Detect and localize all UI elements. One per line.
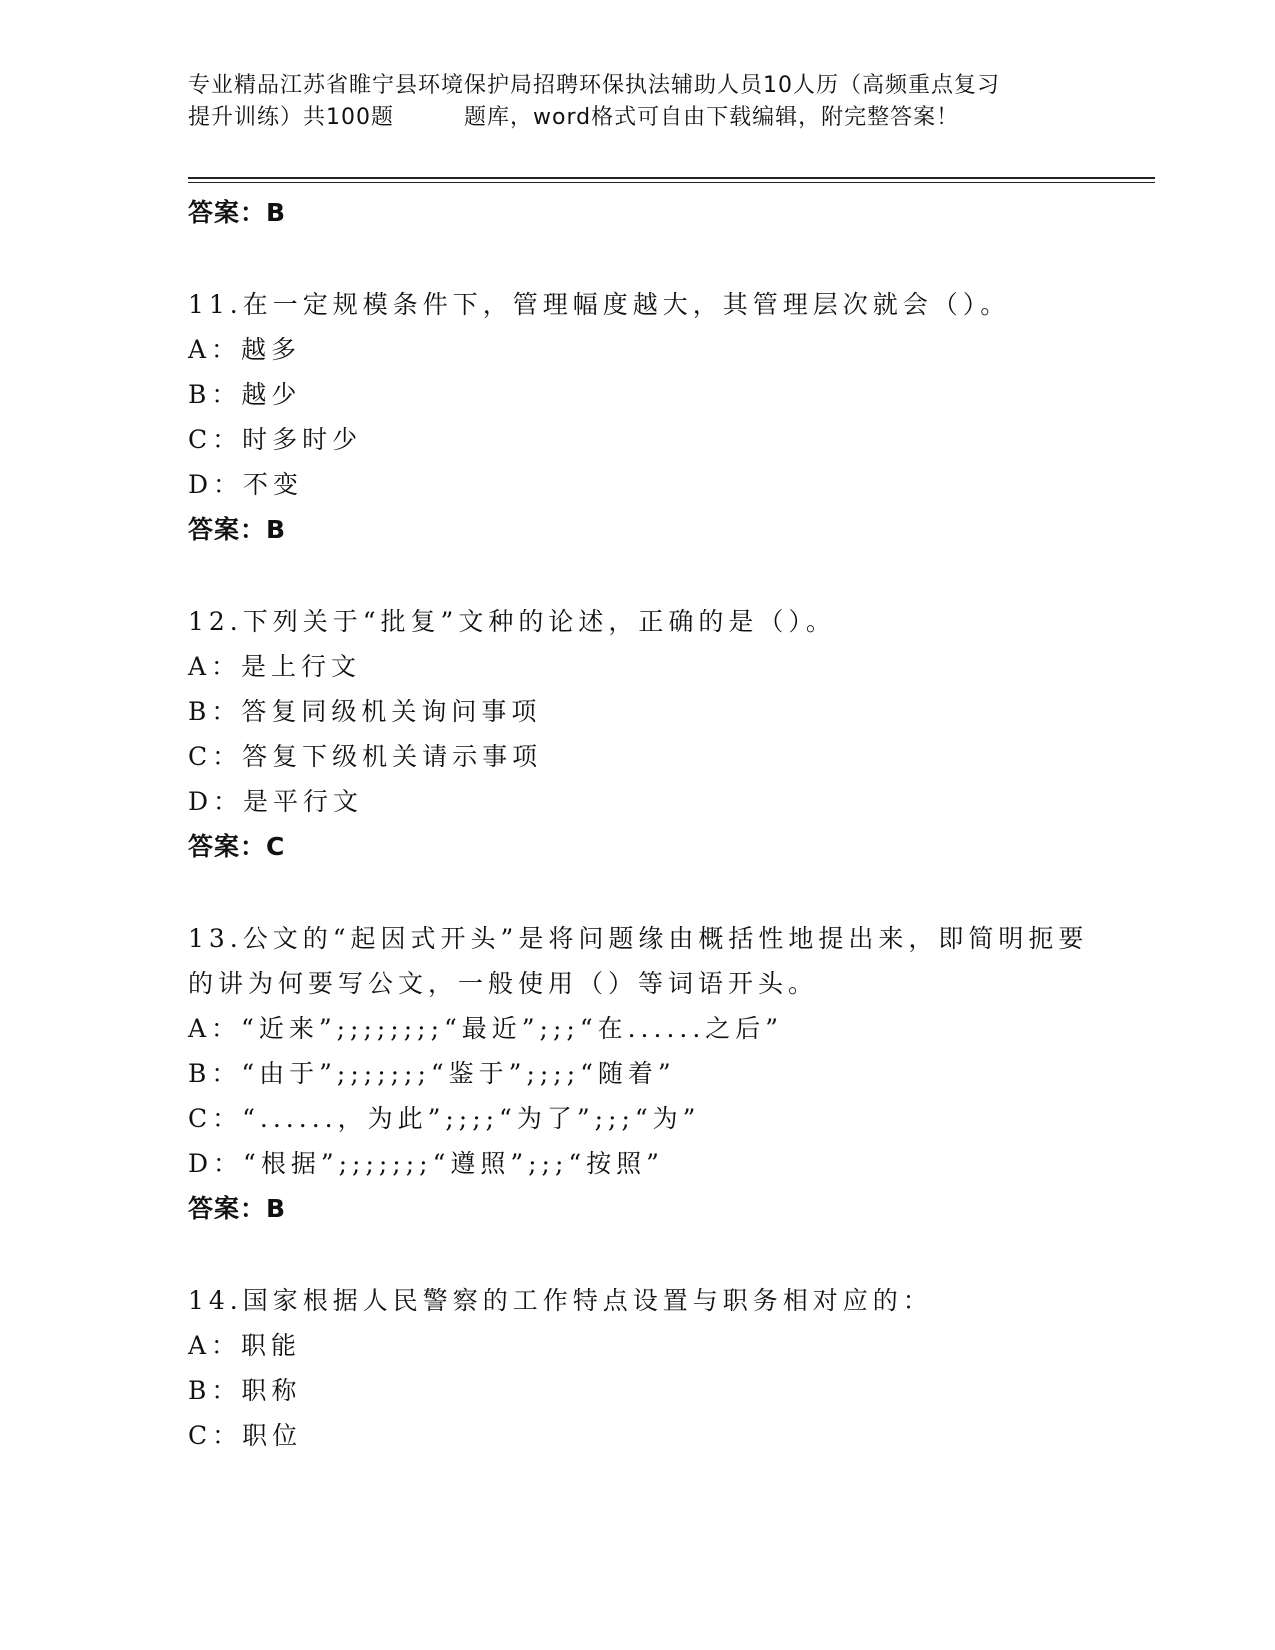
answer-line: 答案：B — [188, 1194, 287, 1223]
option-b: B：职称 — [188, 1376, 302, 1405]
question-list — [188, 190, 1128, 1458]
option-a: A：“近来”;;;;;;;;“最近”;;;“在......之后” — [188, 1014, 784, 1043]
question-text — [188, 916, 1128, 1006]
option-a: A：职能 — [188, 1331, 302, 1360]
option-b: B：“由于”;;;;;;;“鉴于”;;;;“随着” — [188, 1059, 676, 1088]
option-c: C：职位 — [188, 1421, 303, 1450]
question-text-line-1: 13.公文的“起因式开头”是将问题缘由概括性地提出来，即简明扼要 — [188, 924, 1089, 953]
option-d: D：是平行文 — [188, 787, 364, 816]
option-a: A：是上行文 — [188, 652, 362, 681]
question-text: 11.在一定规模条件下，管理幅度越大，其管理层次就会（）。 — [188, 290, 1011, 319]
question-text: 12.下列关于“批复”文种的论述，正确的是（）。 — [188, 607, 836, 636]
option-c: C：答复下级机关请示事项 — [188, 742, 543, 771]
header-line-2-right: 题库，word格式可自由下载编辑，附完整答案！ — [464, 105, 960, 130]
option-d: D：“根据”;;;;;;;“遵照”;;;“按照” — [188, 1149, 664, 1178]
header-line-2-left: 提升训练）共100题 — [188, 105, 394, 130]
question-text-line-2: 的讲为何要写公文，一般使用（）等词语开头。 — [188, 969, 819, 998]
question-11 — [188, 282, 1128, 552]
answer-line: 答案：B — [188, 515, 287, 544]
header-divider-thick — [188, 177, 1155, 179]
option-b: B：答复同级机关询问事项 — [188, 697, 542, 726]
option-d: D：不变 — [188, 470, 304, 499]
answer-line: 答案：C — [188, 832, 286, 861]
option-b: B：越少 — [188, 380, 302, 409]
header-line-1: 专业精品江苏省睢宁县环境保护局招聘环保执法辅助人员10人历（高频重点复习 — [188, 73, 1000, 98]
option-c: C：“......，为此”;;;;“为了”;;;“为” — [188, 1104, 701, 1133]
option-c: C：时多时少 — [188, 425, 363, 454]
header-line-2 — [188, 102, 1088, 134]
page-header — [188, 70, 1088, 134]
question-text: 14.国家根据人民警察的工作特点设置与职务相对应的： — [188, 1286, 933, 1315]
question-14 — [188, 1278, 1128, 1458]
answer-line: 答案：B — [188, 198, 287, 227]
question-13 — [188, 916, 1128, 1231]
header-divider-thin — [188, 182, 1155, 183]
question-12 — [188, 599, 1128, 869]
option-a: A：越多 — [188, 335, 302, 364]
